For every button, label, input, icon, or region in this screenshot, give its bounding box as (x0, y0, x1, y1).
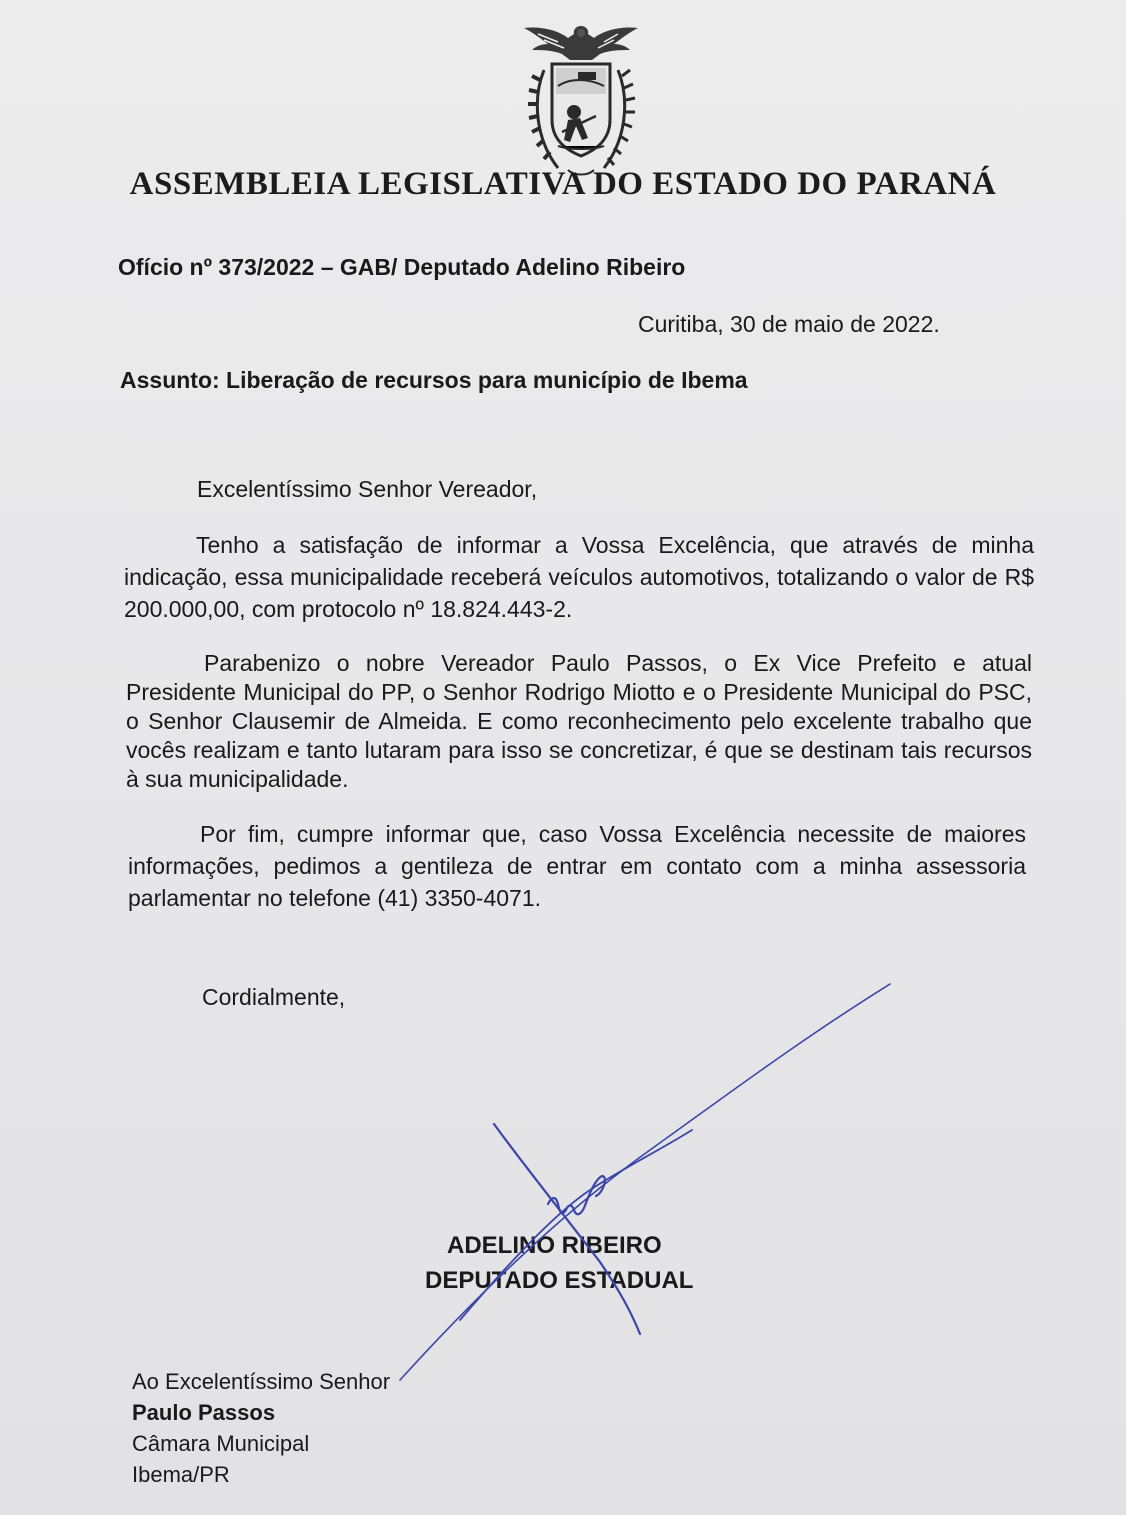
addressee-location: Ibema/PR (132, 1462, 230, 1487)
signatory-role: DEPUTADO ESTADUAL (425, 1267, 694, 1294)
body-paragraph: Tenho a satisfação de informar a Vossa Excelência, que através de minha indicação, essa municipalidade receberá veículos automotivos, totalizando o valor de R$ 200.000,00, com protocolo nº 18.824.443-2. (124, 532, 1034, 622)
letter-reference: Ofício nº 373/2022 – GAB/ Deputado Adelino Ribeiro (118, 254, 686, 280)
institution-header: ASSEMBLEIA LEGISLATIVA DO ESTADO DO PARANÁ (129, 166, 997, 202)
coat-of-arms-icon (518, 20, 644, 182)
letter-date: Curitiba, 30 de maio de 2022. (638, 311, 940, 337)
addressee-name: Paulo Passos (132, 1400, 276, 1425)
closing: Cordialmente, (202, 984, 346, 1010)
addressee-salutation: Ao Excelentíssimo Senhor (132, 1369, 391, 1394)
body-paragraph: Por fim, cumpre informar que, caso Vossa Excelência necessite de maiores informações, pedimos a gentileza de entrar em contato com a minha assessoria parlamentar no telefone (41) 3350-4071. (128, 821, 1026, 911)
addressee-organization: Câmara Municipal (132, 1431, 310, 1456)
signatory-name: ADELINO RIBEIRO (447, 1232, 662, 1259)
letter-subject: Assunto: Liberação de recursos para município de Ibema (120, 367, 748, 393)
addressee-block (132, 1366, 390, 1490)
body-paragraph: Parabenizo o nobre Vereador Paulo Passos, o Ex Vice Prefeito e atual Presidente Municipal do PP, o Senhor Rodrigo Miotto e o Presidente Municipal do PSC, o Senhor Clausemir de Almeida. E como reconhecimento pelo excelente trabalho que vocês realizam e tanto lutaram para isso se concretizar, é que se destinam tais recursos à sua municipalidade. (126, 650, 1032, 792)
salutation: Excelentíssimo Senhor Vereador, (197, 476, 538, 502)
